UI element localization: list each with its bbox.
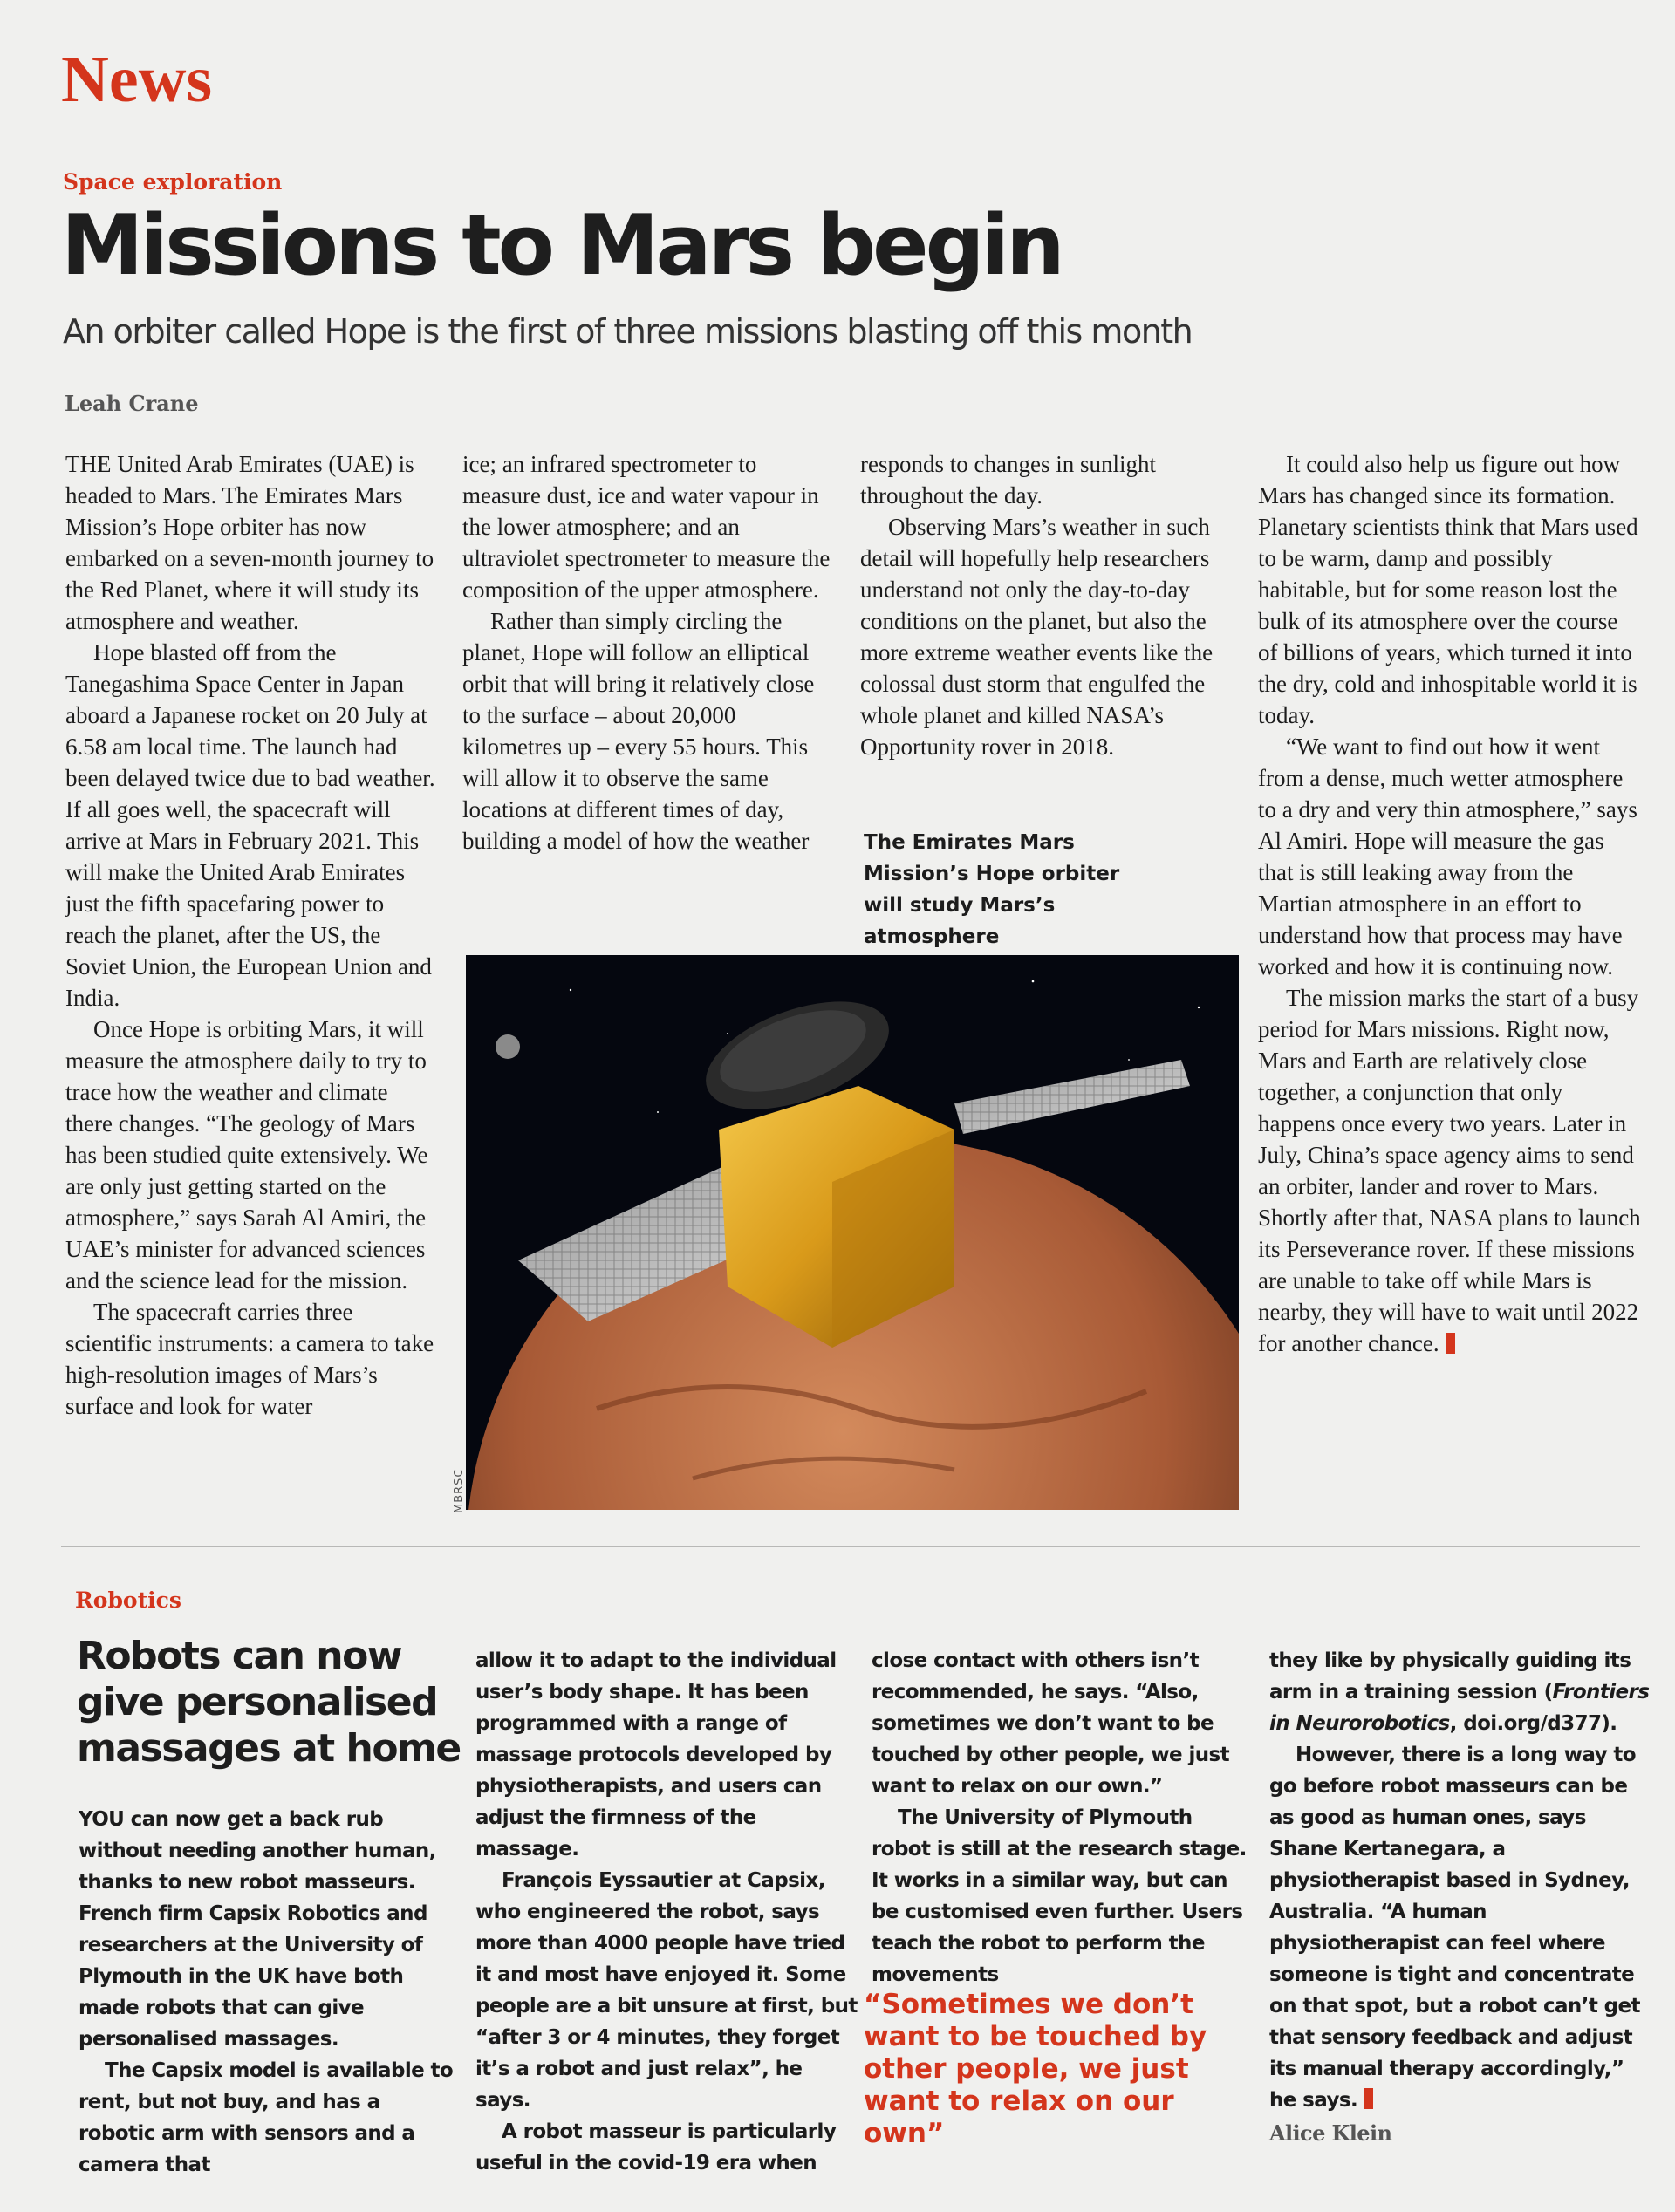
- paragraph: François Eyssautier at Capsix, who engineered the robot, says more than 4000 people have tried it and most have enjoyed it. Some people are a bit unsure at first, but “after 3 or 4 minutes, they forget it’s a robot and just relax”, he says.: [475, 1869, 858, 2112]
- paragraph: Hope blasted off from the Tanegashima Space Center in Japan aboard a Japanese rocket on 20 July at 6.58 am local time. The launch had been delayed twice due to bad weather. If all goes well, the spacecraft will arrive at Mars in February 2021. This will make the United Arab Emirates just the fifth spacefaring power to reach the planet, after the US, the Soviet Union, the European Union and India.: [65, 639, 435, 1011]
- paragraph: Rather than simply circling the planet, Hope will follow an elliptical orbit that will bring it relatively close to the surface – about 20,000 kilometres up – every 55 hours. This will allow it to observe the same locations at different times of day, building a model of how the weather: [462, 608, 815, 854]
- paragraph-text: However, there is a long way to go before robot masseurs can be as good as human ones, says Shane Kertanegara, a physiotherapist based in Sydney, Australia. “A human physiotherapist can feel where someone is tight and concentrate on that spot, but a robot can’t get that sensory feedback and adjust its manual therapy accordingly,” he says.: [1269, 1744, 1640, 2112]
- paragraph: ice; an infrared spectrometer to measure dust, ice and water vapour in the lower atmosphere; and an ultraviolet spectrometer to measure the composition of the upper atmosphere.: [462, 451, 831, 603]
- article-column-1: [65, 448, 441, 1422]
- paragraph: allow it to adapt to the individual user’s body shape. It has been programmed with a range of massage protocols developed by physiotherapists, and users can adjust the firmness of the massage.: [475, 1649, 837, 1860]
- paragraph-text: , doi.org/d377).: [1449, 1712, 1617, 1735]
- paragraph-text: The mission marks the start of a busy period for Mars missions. Right now, Mars and Earth are relatively close together, a conjunction that only happens once every two years. Later in July, China’s space agency aims to send an orbiter, lander and rover to Mars. Shortly after that, NASA plans to launch its Perseverance rover. If these missions are unable to take off while Mars is nearby, they will have to wait until 2022 for another chance.: [1258, 985, 1641, 1356]
- hope-orbiter-illustration: [466, 955, 1239, 1510]
- article-standfirst: An orbiter called Hope is the first of three missions blasting off this month: [63, 312, 1193, 351]
- robotics-headline: Robots can now give personalised massages at home: [77, 1634, 461, 1771]
- paragraph: [1269, 1645, 1653, 1739]
- article-kicker: Space exploration: [63, 169, 283, 195]
- end-mark-icon: [1364, 2088, 1373, 2109]
- paragraph: The Capsix model is available to rent, but not buy, and has a robotic arm with sensors and a camera that: [79, 2059, 454, 2176]
- paragraph: The University of Plymouth robot is still at the research stage. It works in a similar way, but can be customised even further. Users teach the robot to perform the movements: [872, 1806, 1247, 1986]
- pull-quote: “Sometimes we don’t want to be touched by other people, we just want to relax on our own”: [864, 1989, 1207, 2149]
- paragraph: “We want to find out how it went from a dense, much wetter atmosphere to a dry and very thin atmosphere,” says Al Amiri. Hope will measure the gas that is still leaking away from the Martian atmosphere in an effort to understand how that process may have worked and how it is continuing now.: [1258, 734, 1637, 980]
- paragraph: It could also help us figure out how Mars has changed since its formation. Planetary scientists think that Mars used to be warm, damp and possibly habitable, but for some reason lost the bulk of its atmosphere over the course of billions of years, which turned it into the dry, cold and inhospitable world it is today.: [1258, 451, 1638, 728]
- article-column-3: [860, 448, 1235, 762]
- paragraph-text: they like by physically guiding its arm in a training session (: [1269, 1649, 1631, 1703]
- paragraph: Observing Mars’s weather in such detail will hopefully help researchers understand not only the day-to-day conditions on the planet, but also the more extreme weather events like the colossal dust storm that engulfed the whole planet and killed NASA’s Opportunity rover in 2018.: [860, 514, 1214, 760]
- paragraph: A robot masseur is particularly useful in the covid-19 era when: [475, 2120, 837, 2174]
- robotics-byline: Alice Klein: [1269, 2120, 1392, 2146]
- article-column-4: [1258, 448, 1642, 1359]
- paragraph: THE United Arab Emirates (UAE) is headed to Mars. The Emirates Mars Mission’s Hope orbiter has now embarked on a seven-month journey to the Red Planet, where it will study its atmosphere and weather.: [65, 451, 434, 634]
- hope-orbiter-photo: [466, 955, 1239, 1510]
- article-column-2: [462, 448, 838, 857]
- photo-caption: The Emirates Mars Mission’s Hope orbiter will study Mars’s atmosphere: [864, 831, 1120, 948]
- paragraph: The spacecraft carries three scientific instruments: a camera to take high-resolution images of Mars’s surface and look for water: [65, 1299, 434, 1419]
- paragraph: Once Hope is orbiting Mars, it will measure the atmosphere daily to try to trace how the weather and climate there changes. “The geology of Mars has been studied quite extensively. We are only just getting started on the atmosphere,” says Sarah Al Amiri, the UAE’s minister for advanced sciences and the science lead for the mission.: [65, 1016, 428, 1294]
- paragraph: YOU can now get a back rub without needing another human, thanks to new robot masseurs. French firm Capsix Robotics and researchers at the University of Plymouth in the UK have both made robots that can give personalised massages.: [79, 1808, 436, 2051]
- robotics-column-2: [475, 1645, 859, 2179]
- robotics-column-3: [872, 1645, 1255, 1990]
- moon-icon: [496, 1034, 520, 1059]
- article-byline: Leah Crane: [65, 391, 199, 416]
- robotics-column-4: [1269, 1645, 1653, 2149]
- paragraph: close contact with others isn’t recommended, he says. “Also, sometimes we don’t want to be touched by other people, we just want to relax on our own.”: [872, 1649, 1229, 1798]
- end-mark-icon: [1446, 1333, 1455, 1354]
- journal-name: Frontiers in Neurorobotics: [1269, 1681, 1650, 1735]
- paragraph: [1269, 1739, 1653, 2116]
- robotics-kicker: Robotics: [75, 1587, 181, 1613]
- article-headline: Missions to Mars begin: [61, 198, 1062, 294]
- paragraph: responds to changes in sunlight throughout the day.: [860, 451, 1156, 509]
- photo-credit: MBRSC: [453, 1468, 466, 1513]
- robotics-column-1: [79, 1804, 462, 2181]
- section-label: News: [61, 43, 213, 116]
- paragraph: [1258, 982, 1642, 1359]
- section-divider: [61, 1546, 1640, 1547]
